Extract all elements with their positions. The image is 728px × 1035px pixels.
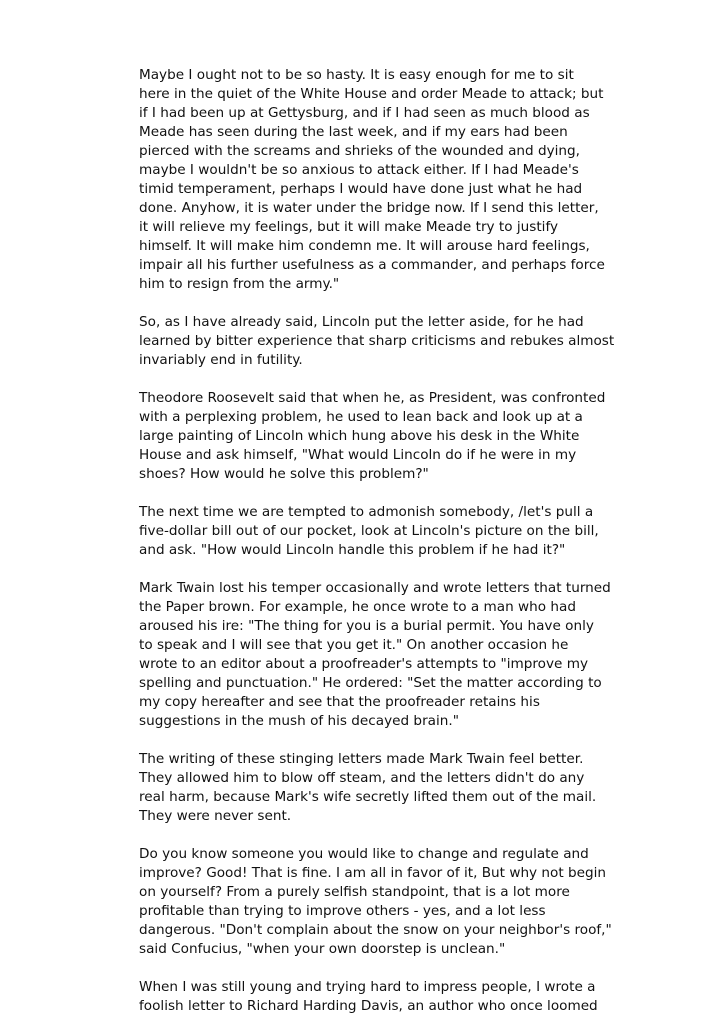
text-line: Theodore Roosevelt said that when he, as President, was confronted (139, 390, 606, 406)
text-line: House and ask himself, "What would Lincoln do if he were in my (139, 447, 577, 463)
document-page (139, 66, 615, 1035)
text-line: and ask. "How would Lincoln handle this problem if he had it?" (139, 542, 566, 558)
paragraph-4 (139, 503, 599, 560)
text-line: Meade has seen during the last week, and if my ears had been (139, 124, 568, 140)
text-line: timid temperament, perhaps I would have done just what he had (139, 181, 583, 197)
text-line: on yourself? From a purely selfish standpoint, that is a lot more (139, 884, 570, 900)
text-line: here in the quiet of the White House and order Meade to attack; but (139, 86, 604, 102)
text-line: pierced with the screams and shrieks of the wounded and dying, (139, 143, 580, 159)
paragraph-1 (139, 66, 605, 294)
text-line: real harm, because Mark's wife secretly lifted them out of the mail. (139, 789, 597, 805)
text-line: large painting of Lincoln which hung above his desk in the White (139, 428, 580, 444)
text-line: shoes? How would he solve this problem?" (139, 466, 429, 482)
paragraph-8 (139, 978, 599, 1016)
text-line: with a perplexing problem, he used to lean back and look up at a (139, 409, 583, 425)
text-line: dangerous. "Don't complain about the snow on your neighbor's roof," (139, 922, 612, 938)
text-line: Maybe I ought not to be so hasty. It is easy enough for me to sit (139, 67, 574, 83)
text-line: They were never sent. (139, 808, 292, 824)
paragraph-7 (139, 845, 612, 959)
text-line: said Confucius, "when your own doorstep is unclean." (139, 941, 506, 957)
text-line: wrote to an editor about a proofreader's attempts to "improve my (139, 656, 588, 672)
paragraph-2 (139, 313, 615, 370)
text-line: maybe I wouldn't be so anxious to attack either. If I had Meade's (139, 162, 579, 178)
text-line: spelling and punctuation." He ordered: "Set the matter according to (139, 675, 602, 691)
paragraph-5 (139, 579, 611, 731)
text-line: done. Anyhow, it is water under the bridge now. If I send this letter, (139, 200, 599, 216)
text-line: When I was still young and trying hard to impress people, I wrote a (139, 979, 596, 995)
text-line: Mark Twain lost his temper occasionally and wrote letters that turned (139, 580, 611, 596)
text-line: They allowed him to blow off steam, and the letters didn't do any (139, 770, 585, 786)
text-line: Do you know someone you would like to change and regulate and (139, 846, 589, 862)
text-line: five-dollar bill out of our pocket, look at Lincoln's picture on the bill, (139, 523, 599, 539)
text-line: suggestions in the mush of his decayed brain." (139, 713, 459, 729)
text-line: him to resign from the army." (139, 276, 340, 292)
text-line: my copy hereafter and see that the proofreader retains his (139, 694, 540, 710)
paragraph-3 (139, 389, 606, 484)
paragraph-6 (139, 750, 599, 826)
text-line: So, as I have already said, Lincoln put the letter aside, for he had (139, 314, 584, 330)
text-line: The next time we are tempted to admonish somebody, /let's pull a (139, 504, 594, 520)
text-line: learned by bitter experience that sharp criticisms and rebukes almost (139, 333, 615, 349)
text-line: himself. It will make him condemn me. It will arouse hard feelings, (139, 238, 590, 254)
text-line: impair all his further usefulness as a commander, and perhaps force (139, 257, 605, 273)
text-line: it will relieve my feelings, but it will make Meade try to justify (139, 219, 559, 235)
text-line: profitable than trying to improve others - yes, and a lot less (139, 903, 546, 919)
text-line: foolish letter to Richard Harding Davis, an author who once loomed (139, 998, 598, 1014)
text-line: aroused his ire: "The thing for you is a burial permit. You have only (139, 618, 594, 634)
text-line: improve? Good! That is fine. I am all in favor of it, But why not begin (139, 865, 607, 881)
text-line: to speak and I will see that you get it." On another occasion he (139, 637, 569, 653)
text-line: if I had been up at Gettysburg, and if I had seen as much blood as (139, 105, 590, 121)
text-line: invariably end in futility. (139, 352, 303, 368)
text-line: the Paper brown. For example, he once wrote to a man who had (139, 599, 576, 615)
text-line: The writing of these stinging letters made Mark Twain feel better. (139, 751, 584, 767)
